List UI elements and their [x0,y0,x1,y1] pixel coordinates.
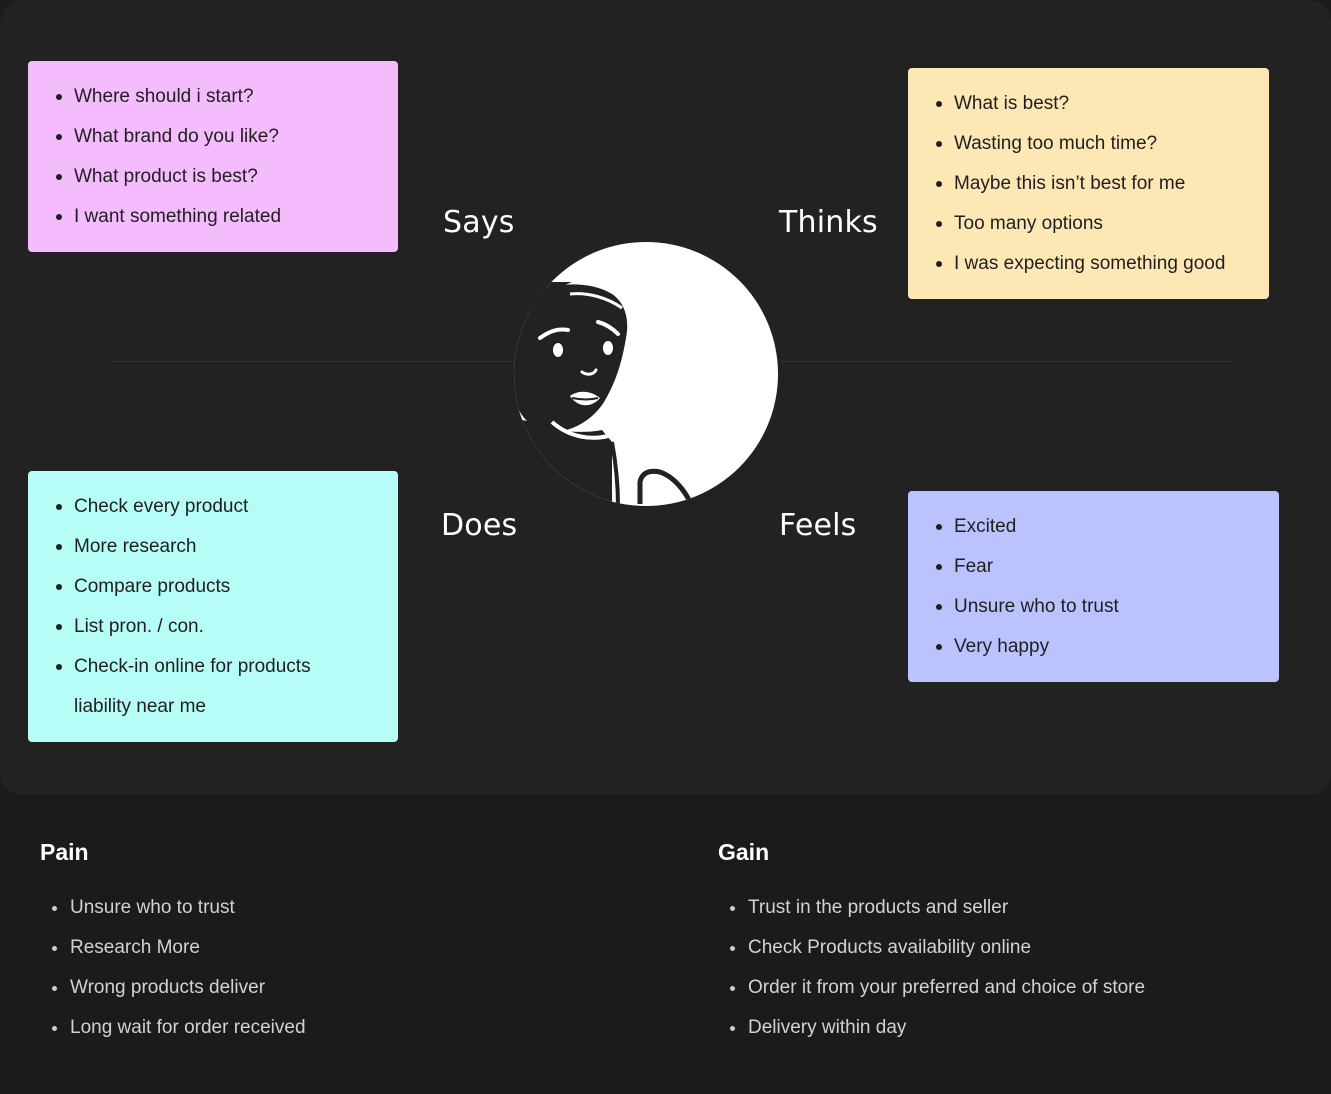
feels-item: Fear [908,547,1279,587]
says-item: Where should i start? [28,77,398,117]
gain-item: Order it from your preferred and choice of store [718,968,1145,1008]
feels-item: Unsure who to trust [908,587,1279,627]
does-item: Check-in online for products [28,647,398,687]
thinks-item: Maybe this isn’t best for me [908,164,1269,204]
does-item: Compare products [28,567,398,607]
horizontal-divider-right [780,361,1235,362]
does-item: Check every product [28,487,398,527]
gain-item: Check Products availability online [718,928,1145,968]
feels-item: Excited [908,507,1279,547]
does-item: List pron. / con. [28,607,398,647]
does-label: Does [441,508,518,543]
does-item: More research [28,527,398,567]
thinks-label: Thinks [779,205,878,240]
pain-item: Long wait for order received [40,1008,306,1048]
feels-item: Very happy [908,627,1279,667]
feels-label: Feels [779,508,857,543]
gain-item: Delivery within day [718,1008,1145,1048]
horizontal-divider-left [110,361,515,362]
thinks-item: Too many options [908,204,1269,244]
does-item-continuation: liability near me [74,696,206,717]
thinks-item: Wasting too much time? [908,124,1269,164]
gain-item: Trust in the products and seller [718,888,1145,928]
feels-sticky-note [908,491,1279,682]
worried-woman-avatar-icon [512,242,780,506]
says-item: What brand do you like? [28,117,398,157]
pain-item: Unsure who to trust [40,888,306,928]
gain-column [718,839,1145,1048]
pain-item: Research More [40,928,306,968]
pain-gain-section [0,795,1331,1094]
does-sticky-note [28,471,398,742]
pain-title: Pain [40,839,89,865]
thinks-sticky-note [908,68,1269,299]
says-label: Says [443,205,515,240]
says-item: I want something related [28,197,398,237]
pain-item: Wrong products deliver [40,968,306,1008]
says-sticky-note [28,61,398,252]
pain-column [40,839,306,1048]
gain-title: Gain [718,839,770,865]
thinks-item: I was expecting something good [908,244,1269,284]
says-item: What product is best? [28,157,398,197]
thinks-item: What is best? [908,84,1269,124]
